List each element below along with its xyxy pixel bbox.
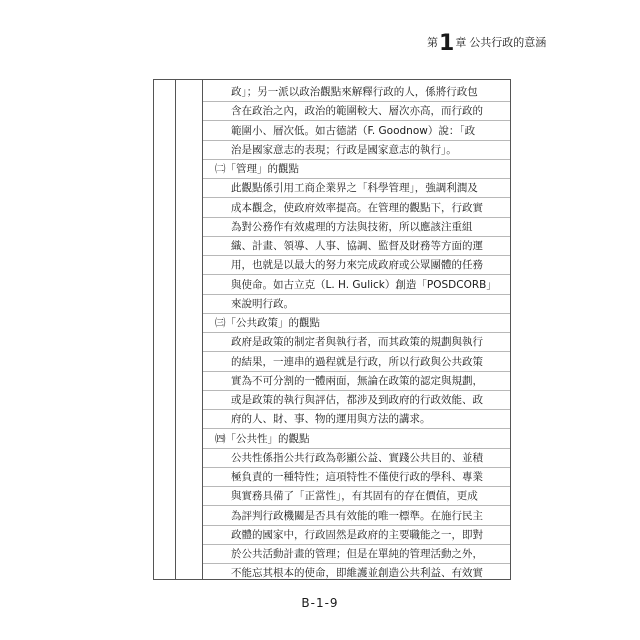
chapter-header — [427, 30, 627, 56]
text-line: 政體的國家中，行政固然是政府的主要職能之一，即對 — [203, 526, 510, 545]
section-heading: ㈡「管理」的觀點 — [203, 160, 510, 179]
text-line: 用，也就是以最大的努力來完成政府或公眾團體的任務 — [203, 256, 510, 275]
text-line: 來說明行政。 — [203, 295, 510, 314]
text-line: 政府是政策的制定者與執行者，而其政策的規劃與執行 — [203, 333, 510, 352]
page-number: B-1-9 — [301, 596, 339, 610]
text-line: 政」；另一派以政治觀點來解釋行政的人，係將行政包 — [203, 83, 510, 102]
text-line: 織、計畫、領導、人事、協調、監督及財務等方面的運 — [203, 237, 510, 256]
text-line: 含在政治之內，政治的範圍較大、層次亦高，而行政的 — [203, 102, 510, 121]
text-line: 實為不可分割的一體兩面，無論在政策的認定與規劃， — [203, 372, 510, 391]
chapter-title: 公共行政的意涵 — [469, 36, 547, 49]
text-line: 成本觀念，使政府效率提高。在管理的觀點下，行政實 — [203, 199, 510, 218]
text-line: 不能忘其根本的使命，即維護並創造公共利益、有效實 — [203, 564, 510, 580]
text-line: 府的人、財、事、物的運用與方法的講求。 — [203, 410, 510, 429]
text-line: 於公共活動計畫的管理；但是在單純的管理活動之外， — [203, 545, 510, 564]
text-line: 為評判行政機關是否具有效能的唯一標準。在施行民主 — [203, 507, 510, 526]
text-line: 此觀點係引用工商企業界之「科學管理」，強調利潤及 — [203, 179, 510, 198]
section-heading: ㈢「公共政策」的觀點 — [203, 314, 510, 333]
chapter-prefix: 第 — [427, 36, 438, 49]
text-line: 公共性係指公共行政為彰顯公益、實踐公共目的、並積 — [203, 449, 510, 468]
text-line: 為對公務作有效處理的方法與技術，所以應該注重組 — [203, 218, 510, 237]
text-line: 與使命。如古立克（L. H. Gulick）創造「POSDCORB」 — [203, 276, 510, 295]
text-line: 的結果，一連串的過程就是行政，所以行政與公共政策 — [203, 353, 510, 372]
text-line: 或是政策的執行與評估，都涉及到政府的行政效能、政 — [203, 391, 510, 410]
notes-table — [153, 79, 511, 580]
text-line: 範圍小、層次低。如古德諾（F. Goodnow）說：「政 — [203, 122, 510, 141]
chapter-number: 1 — [439, 31, 455, 56]
text-line: 與實務具備了「正當性」，有其固有的存在價值，更成 — [203, 487, 510, 506]
text-line: 治是國家意志的表現；行政是國家意志的執行」。 — [203, 141, 510, 160]
table-content — [203, 80, 510, 579]
section-heading: ㈣「公共性」的觀點 — [203, 430, 510, 449]
text-line: 極負責的一種特性；這項特性不僅使行政的學科、專業 — [203, 468, 510, 487]
chapter-suffix: 章 — [455, 36, 467, 49]
